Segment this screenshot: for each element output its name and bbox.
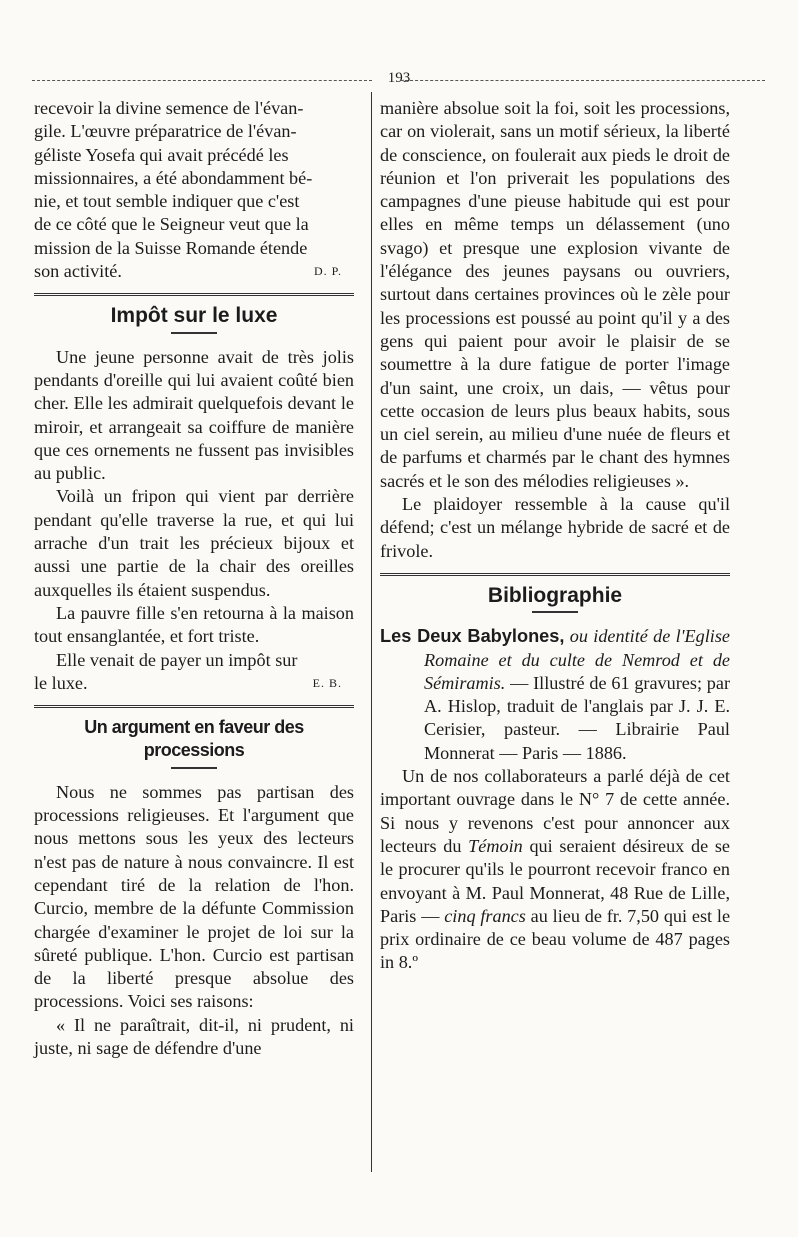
section-divider <box>380 573 730 576</box>
article-paragraph: Une jeune personne avait de très jolis pendants d'oreille qui lui avaient coûté bien cher. Elle les admirait quelquefois devant le miroir, et arrangeait sa coiffure de manière que ces ornements ne fussent pas invisibles au public. <box>34 346 354 484</box>
bib-text: qui seraient désireux de se le procurer qu'ils le pourront recevoir franco en envoyant à M. Paul Monnerat, 48 Rue de Lille, Paris — <box>380 835 731 926</box>
section-divider <box>34 705 354 708</box>
section-divider <box>34 293 354 296</box>
bib-text: au lieu de fr. 7,50 qui est le prix ordinaire de ce beau volume de 487 pages in 8.º <box>380 905 731 973</box>
intro-line: géliste Yosefa qui avait précédé les <box>34 144 289 165</box>
header-rule-right <box>400 80 765 81</box>
intro-line: mission de la Suisse Romande étende <box>34 237 308 258</box>
intro-signature: D. P. <box>313 264 342 279</box>
article-paragraph: « Il ne paraîtrait, dit-il, ni prudent, ni juste, ni sage de défendre d'une <box>34 1014 354 1058</box>
intro-last-line: son activité. <box>34 261 122 282</box>
column-separator <box>371 92 372 1172</box>
article-title-processions: Un argument en faveur des processions <box>84 717 304 761</box>
intro-line: gile. L'œuvre préparatrice de l'évan- <box>34 121 297 142</box>
article-last-line: le luxe. <box>34 672 88 693</box>
article-title-luxe: Impôt sur le luxe <box>110 304 278 328</box>
intro-line: recevoir la divine semence de l'évan- <box>34 98 304 118</box>
article-comment: Le plaidoyer ressemble à la cause qu'il défend; c'est un mélange hybride de sacré et de frivole. <box>380 494 730 561</box>
book-title: Les Deux Babylones, <box>380 626 565 647</box>
right-column <box>380 97 730 975</box>
title-dash <box>171 767 217 769</box>
bibliography-paragraph <box>380 765 730 975</box>
quote-continuation: manière absolue soit la foi, soit les processions, car on violerait, sans un motif sérieux, la liberté de conscience, on foulerait aux pieds le droit de réunion et l'on priverait les populations des campagnes d'une pieuse habitude qui est pour elles en même temps un délassement (uno svago) et presque une explosion vivante de l'élégance des jeunes paysans ou ouvriers, surtout dans certaines provinces où le zèle pour les processions est poussé au point qu'il y a des gens qui paient pour avoir le plaisir de se soumettre à la dure fatigue de porter l'image d'un saint, une croix, un dais, — vêtus pour cette occasion de leurs plus beaux habits, sous un ciel serein, au milieu d'une nuée de fleurs et de parfums et charmés par le chant des hymnes sacrés et le son des mélodies religieuses ». <box>380 98 730 491</box>
price: cinq francs <box>444 905 526 926</box>
page-number: 193 <box>387 70 411 86</box>
intro-line: missionnaires, a été abondamment bé- <box>34 167 313 188</box>
article-paragraph: Voilà un fripon qui vient par derrière pendant qu'elle traverse la rue, et qui lui arrache d'un trait les précieux bijoux et aussi une partie de la chair des oreilles auxquelles ils étaient suspendus. <box>34 486 354 600</box>
intro-line: nie, et tout semble indiquer que c'est <box>34 191 300 212</box>
book-details: — Illustré de 61 gravures; par A. Hislop, traduit de l'anglais par J. J. E. Cerisier, pasteur. — Librairie Paul Monnerat — Paris — 1886. <box>424 672 731 763</box>
article-paragraph: Elle venait de payer un impôt sur <box>56 649 298 670</box>
journal-name: Témoin <box>468 835 523 856</box>
article-paragraph: La pauvre fille s'en retourna à la maison tout ensanglantée, et fort triste. <box>34 602 354 647</box>
article-signature: E. B. <box>312 675 342 690</box>
bibliography-title: Bibliographie <box>487 583 623 607</box>
left-column <box>34 97 354 1060</box>
book-subtitle: ou identité de l'Eglise Romaine et du culte de Nemrod et de Sémiramis. <box>424 626 730 693</box>
bib-text: Un de nos collaborateurs a parlé déjà de cet important ouvrage dans le N° 7 de cette année. Si nous y revenons c'est pour annoncer aux lecteurs du <box>380 766 730 856</box>
book-entry <box>380 625 730 765</box>
article-paragraph: Nous ne sommes pas partisan des processions religieuses. Et l'argument que nous mettons sous les yeux des lecteurs n'est pas de nature à nous convaincre. Il est cependant tiré de la relation de l'hon. Curcio, membre de la défunte Commission chargée d'examiner le projet de loi sur la sûreté publique. L'hon. Curcio est partisan de la liberté presque absolue des processions. Voici ses raisons: <box>34 781 354 1012</box>
header-rule-left <box>32 80 372 81</box>
intro-signature-line <box>34 260 354 283</box>
title-dash <box>532 611 578 613</box>
title-dash <box>171 332 217 334</box>
article-signature-line <box>34 672 354 695</box>
intro-line: de ce côté que le Seigneur veut que la <box>34 214 309 235</box>
